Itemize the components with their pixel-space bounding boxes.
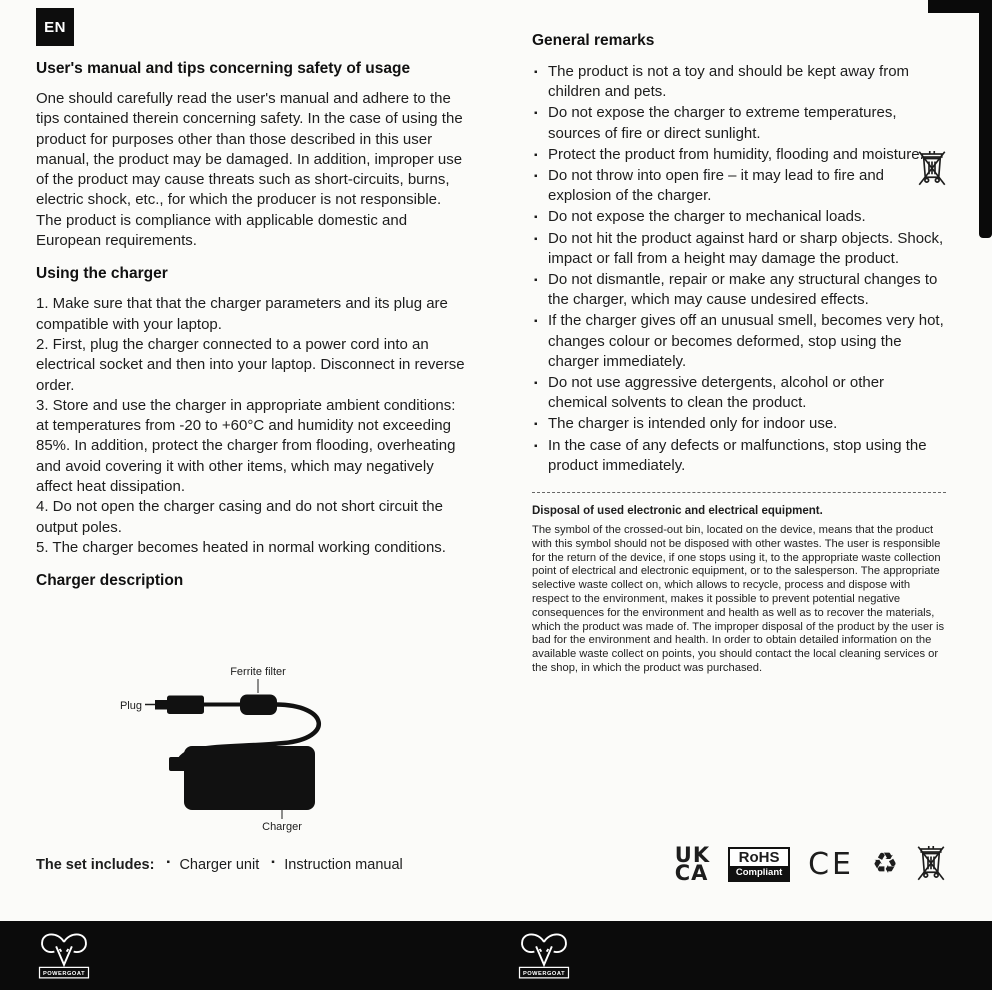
- set-item: ▪ Charger unit: [166, 857, 259, 873]
- charger-brick: [184, 746, 315, 810]
- remark-item: ▪ The product is not a toy and should be kept away from children and pets.: [532, 62, 946, 102]
- general-remarks-title: General remarks: [532, 32, 655, 49]
- remark-item: ▪ Do not expose the charger to extreme temperatures, sources of fire or direct sunlight.: [532, 103, 946, 143]
- general-remarks-list: [532, 62, 946, 476]
- disposal-body: The symbol of the crossed-out bin, located on the device, means that the product with this symbol should not be disposed with other wastes. The user is responsible for the return of the device, if one stops using it, to the appropriate waste collection point of electrical and electronic equipment, or to the salesperson. The appropriate selective waste collect on, which allows to recycle, process and dispose with respect to the environment, makes it possible to prevent potential negative consequences for the environment and health as well as to recover the materials, which the product was made of. The improper disposal of the product by the user is bad for the environment and health. In order to obtain detailed information on the available waste collect on points, you should contact the local cleaning services or the shop, in which the product was purchased.: [532, 524, 945, 675]
- scan-edge-artifact: [979, 0, 992, 238]
- remark-item: ▪ Do not dismantle, repair or make any structural changes to the charger, which may cause undesired effects.: [532, 270, 946, 310]
- rohs-compliant-label: Compliant: [730, 866, 788, 880]
- weee-bin-icon: [916, 843, 946, 885]
- set-includes-row: [36, 857, 403, 873]
- step-item: 2. First, plug the charger connected to a power cord into an electrical socket and then into your laptop. Disconnect in reverse order.: [36, 335, 465, 394]
- ce-mark: CE: [808, 846, 854, 882]
- powergoat-wordmark: POWERGOAT: [42, 970, 86, 977]
- right-column: [532, 32, 946, 676]
- disposal-title: Disposal of used electronic and electrical equipment.: [532, 505, 823, 518]
- remark-item: ▪ If the charger gives off an unusual smell, becomes very hot, changes colour or becomes deformed, stop using the charger immediately.: [532, 311, 946, 372]
- left-column: [36, 60, 466, 590]
- ferrite-filter-label: Ferrite filter: [230, 666, 286, 678]
- remark-item: ▪ Do not expose the charger to mechanical loads.: [532, 207, 946, 227]
- left-title: User's manual and tips concerning safety of usage: [36, 60, 411, 77]
- rohs-label: RoHS: [730, 849, 788, 866]
- powergoat-wordmark: POWERGOAT: [522, 970, 566, 977]
- powergoat-logo: [516, 929, 572, 983]
- plug-body: [167, 696, 204, 715]
- remark-item: ▪ Do not hit the product against hard or sharp objects. Shock, impact or fall from a height may damage the product.: [532, 229, 946, 269]
- remark-item: ▪ Do not use aggressive detergents, alcohol or other chemical solvents to clean the product.: [532, 373, 946, 413]
- plug-label: Plug: [119, 700, 142, 712]
- ukca-mark: [674, 843, 711, 885]
- footer-bar: [0, 921, 992, 990]
- step-item: 4. Do not open the charger casing and do not short circuit the output poles.: [36, 498, 443, 536]
- set-includes-label: The set includes:: [36, 857, 155, 873]
- step-item: 1. Make sure that that the charger parameters and its plug are compatible with your laptop.: [36, 295, 448, 333]
- charger-inlet: [169, 757, 186, 771]
- language-badge: EN: [36, 8, 74, 46]
- remark-item: ▪ The charger is intended only for indoor use.: [532, 414, 946, 434]
- charger-description-title: Charger description: [36, 572, 184, 590]
- rohs-mark: [728, 847, 790, 882]
- weee-bin-icon: [917, 148, 947, 190]
- ukca-line1: UK: [674, 843, 711, 867]
- powergoat-logo: [36, 929, 92, 983]
- remark-item: ▪ In the case of any defects or malfunctions, stop using the product immediately.: [532, 436, 946, 476]
- compliance-marks: [532, 843, 946, 885]
- ukca-line2: CA: [674, 861, 709, 885]
- step-item: 3. Store and use the charger in appropriate ambient conditions: at temperatures from -20 to +60°C and humidity not exceeding 85%. In addition, protect the charger from flooding, overheating and avoid covering it with other items, which may negatively affect heat dissipation.: [36, 396, 456, 496]
- set-item: ▪ Instruction manual: [271, 857, 402, 873]
- dashed-divider: [532, 492, 946, 493]
- step-item: 5. The charger becomes heated in normal working conditions.: [36, 538, 446, 556]
- using-charger-title: Using the charger: [36, 265, 168, 283]
- remark-item: ▪ Do not throw into open fire – it may lead to fire and explosion of the charger.: [532, 166, 946, 206]
- recycle-icon: ♻: [872, 848, 898, 880]
- remark-item: ▪ Protect the product from humidity, flooding and moisture.: [532, 145, 946, 165]
- using-charger-steps: [36, 294, 466, 558]
- charger-diagram: [36, 658, 468, 838]
- plug-tip: [155, 700, 168, 710]
- ferrite-filter: [240, 695, 277, 716]
- charger-label: Charger: [262, 821, 302, 833]
- intro-paragraph: One should carefully read the user's manual and adhere to the tips contained therein concerning safety. In the case of using the product for purposes other than those described in this user manual, the product may be damaged. In addition, improper use of the product may cause threats such as short-circuits, burns, electric shock, etc., for which the producer is not responsible. The product is compliance with applicable domestic and European requirements.: [36, 90, 463, 250]
